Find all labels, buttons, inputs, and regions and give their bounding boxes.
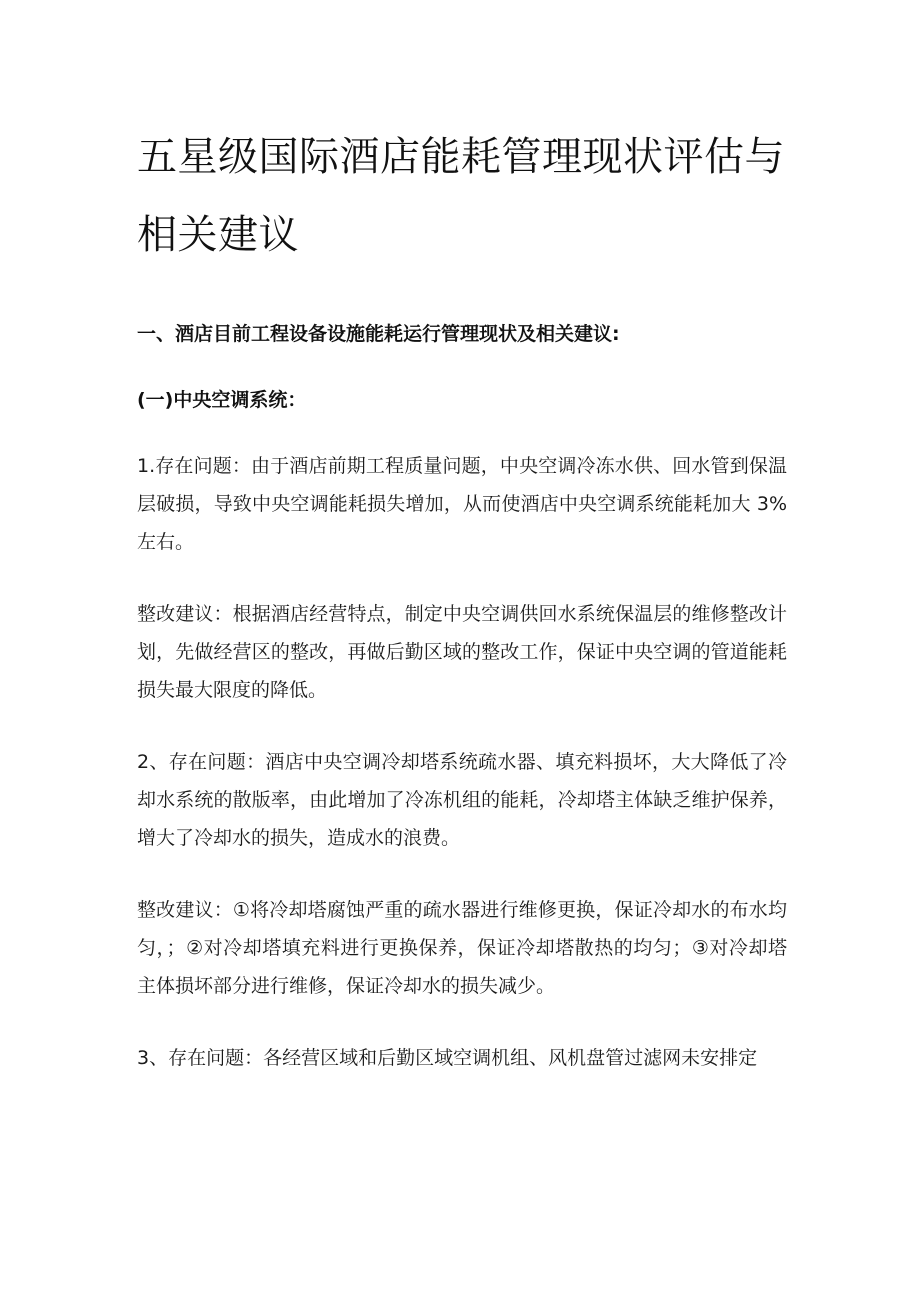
paragraph-issue-2: 2、存在问题：酒店中央空调冷却塔系统疏水器、填充料损坏，大大降低了冷却水系统的散版率，由此增加了冷冻机组的能耗，冷却塔主体缺乏维护保养，增大了冷却水的损失，造成水的浪费。 [137, 751, 787, 849]
section-heading: 一、酒店目前工程设备设施能耗运行管理现状及相关建议: [137, 323, 620, 345]
document-title: 五星级国际酒店能耗管理现状评估与相关建议 [137, 134, 785, 258]
paragraph-issue-3: 3、存在问题：各经营区域和后勤区域空调机组、风机盘管过滤网未安排定 [137, 1047, 758, 1069]
document-page [137, 0, 787, 1077]
paragraph-issue-1: 1.存在问题：由于酒店前期工程质量问题，中央空调冷冻水供、回水管到保温层破损，导致中央空调能耗损失增加，从而使酒店中央空调系统能耗加大 3%左右。 [137, 455, 787, 553]
sub-heading-central-ac: (一)中央空调系统： [137, 389, 307, 411]
paragraph-suggestion-1: 整改建议：根据酒店经营特点，制定中央空调供回水系统保温层的维修整改计划，先做经营区的整改，再做后勤区域的整改工作，保证中央空调的管道能耗损失最大限度的降低。 [137, 603, 787, 701]
paragraph-suggestion-2: 整改建议：①将冷却塔腐蚀严重的疏水器进行维修更换，保证冷却水的布水均匀，；②对冷却塔填充料进行更换保养，保证冷却塔散热的均匀；③对冷却塔主体损坏部分进行维修，保证冷却水的损失减少。 [137, 899, 787, 997]
